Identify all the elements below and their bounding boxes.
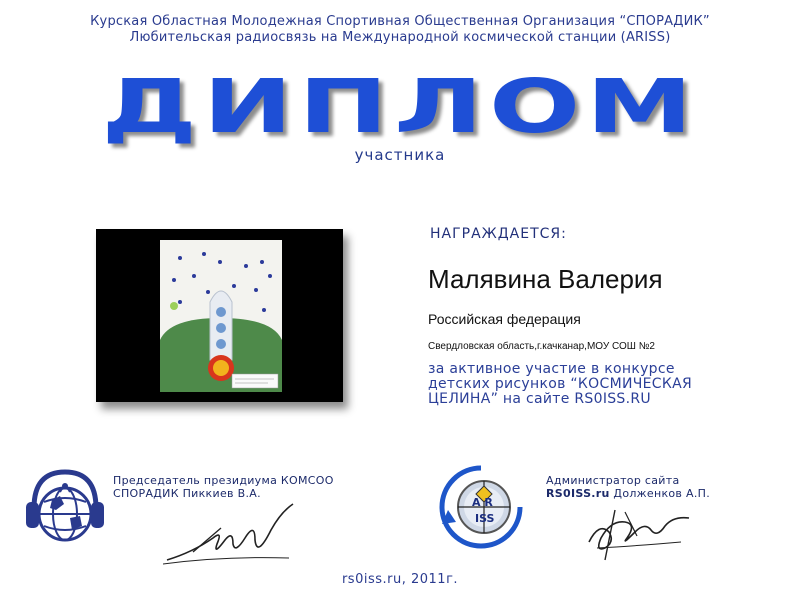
awarded-label: НАГРАЖДАЕТСЯ: bbox=[430, 226, 567, 242]
handwritten-signature-right bbox=[585, 502, 695, 564]
globe-headphones-logo bbox=[24, 464, 106, 554]
right-signatory-title bbox=[546, 474, 710, 500]
right-signatory-line-2 bbox=[546, 487, 710, 500]
recipient-country: Российская федерация bbox=[428, 311, 581, 327]
right-signature bbox=[585, 502, 695, 564]
diploma-title: ДИПЛОМ bbox=[101, 64, 699, 150]
subtitle-text: участника bbox=[354, 146, 446, 164]
recipient-location: Свердловская область,г.качканар,МОУ СОШ №2 bbox=[428, 341, 655, 352]
reason-line-2: детских рисунков “КОСМИЧЕСКАЯ bbox=[428, 376, 692, 392]
right-signatory-line-1: Администратор сайта bbox=[546, 474, 680, 487]
reason-line-1: за активное участие в конкурсе bbox=[428, 361, 675, 377]
reason-line-3: ЦЕЛИНА” на сайте RS0ISS.RU bbox=[428, 391, 651, 407]
globe-headphones-icon bbox=[24, 464, 106, 554]
ariss-letters-top: A R bbox=[472, 496, 493, 509]
left-signatory-title bbox=[113, 474, 334, 500]
left-signature bbox=[163, 500, 298, 568]
rocket-drawing bbox=[160, 240, 282, 392]
site-name: RS0ISS.ru bbox=[546, 487, 610, 500]
right-signatory-name: Долженков А.П. bbox=[609, 487, 710, 500]
drawing-photo-frame bbox=[96, 229, 343, 402]
footer-site-year: rs0iss.ru, 2011г. bbox=[341, 572, 459, 587]
ariss-logo bbox=[438, 464, 524, 550]
ariss-icon bbox=[438, 464, 524, 550]
left-signatory-line-1: Председатель президиума КОМСОО bbox=[113, 474, 334, 487]
header-program: Любительская радиосвязь на Международной космической станции (ARISS) bbox=[129, 30, 671, 45]
award-reason bbox=[428, 362, 788, 407]
handwritten-signature-left bbox=[163, 500, 298, 568]
header-organization: Курская Областная Молодежная Спортивная Общественная Организация “СПОРАДИК” bbox=[90, 14, 710, 29]
recipient-name: Малявина Валерия bbox=[428, 264, 663, 294]
child-drawing-image bbox=[160, 240, 282, 392]
ariss-letters-bottom: ISS bbox=[475, 512, 495, 525]
diploma-subtitle bbox=[0, 146, 800, 164]
left-signatory-line-2: СПОРАДИК Пиккиев В.А. bbox=[113, 487, 261, 500]
